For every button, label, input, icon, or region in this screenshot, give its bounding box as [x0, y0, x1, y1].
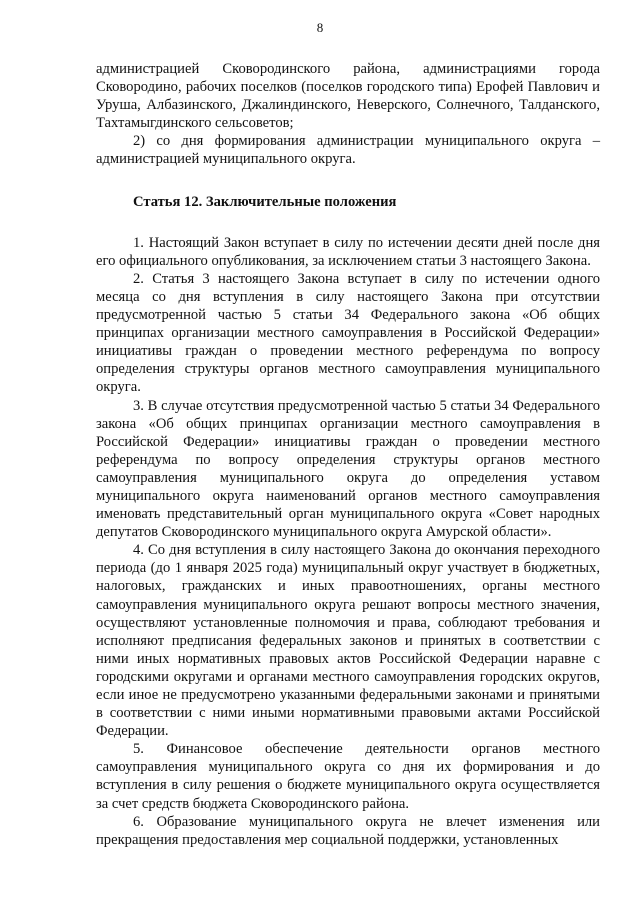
paragraph-continuation: администрацией Сковородинского района, администрациями города Сковородино, рабочих поселков (поселков городского типа) Ерофей Павлович и Уруша, Албазинского, Джалиндинского, Неверского, Солнечного, Талданского, Тахтамыгдинского сельсоветов;: [96, 61, 600, 132]
article-heading: Статья 12. Заключительные положения: [133, 193, 397, 210]
paragraph-list-item-2: 2) со дня формирования администрации муниципального округа – администрацией муниципального округа.: [96, 133, 600, 168]
page-number: 8: [316, 20, 324, 35]
paragraph-clause-4: 4. Со дня вступления в силу настоящего Закона до окончания переходного периода (до 1 января 2025 года) муниципальный округ участвует в бюджетных, налоговых, гражданских и иных правоотношениях, органы местного самоуправления муниципального округа решают вопросы местного значения, осуществляют установленные полномочия и права, соблюдают требования и исполняют предписания федеральных законов и принятых в соответствии с ними иных нормативных правовых актов Российской Федерации наравне с городскими округами и органами местного самоуправления городских округов, если иное не предусмотрено указанными федеральными законами и принятыми в соответствии с ними иными нормативными правовыми актами Российской Федерации.: [96, 542, 600, 740]
paragraph-clause-3: 3. В случае отсутствия предусмотренной частью 5 статьи 34 Федерального закона «Об общих принципах организации местного самоуправления в Российской Федерации» инициативы граждан о проведении местного референдума по вопросу определения структуры органов местного самоуправления муниципального округа до определения уставом муниципального округа наименований органов местного самоуправления именовать представительный орган муниципального округа «Совет народных депутатов Сковородинского муниципального округа Амурской области».: [96, 397, 600, 541]
paragraph-clause-6: 6. Образование муниципального округа не влечет изменения или прекращения предоставления мер социальной поддержки, установленных: [96, 813, 600, 848]
paragraph-clause-1: 1. Настоящий Закон вступает в силу по истечении десяти дней после дня его официального опубликования, за исключением статьи 3 настоящего Закона.: [96, 234, 600, 269]
paragraph-clause-2: 2. Статья 3 настоящего Закона вступает в силу по истечении одного месяца со дня вступления в силу настоящего Закона при отсутствии предусмотренной частью 5 статьи 34 Федерального закона «Об общих принципах организации местного самоуправления в Российской Федерации» инициативы граждан о проведении местного референдума по вопросу определения структуры органов местного самоуправления муниципального округа.: [96, 270, 600, 396]
document-body: [96, 60, 600, 849]
paragraph-clause-5: 5. Финансовое обеспечение деятельности органов местного самоуправления муниципального округа со дня их формирования и до вступления в силу решения о бюджете муниципального округа осуществляется за счет средств бюджета Сковородинского района.: [96, 741, 600, 812]
